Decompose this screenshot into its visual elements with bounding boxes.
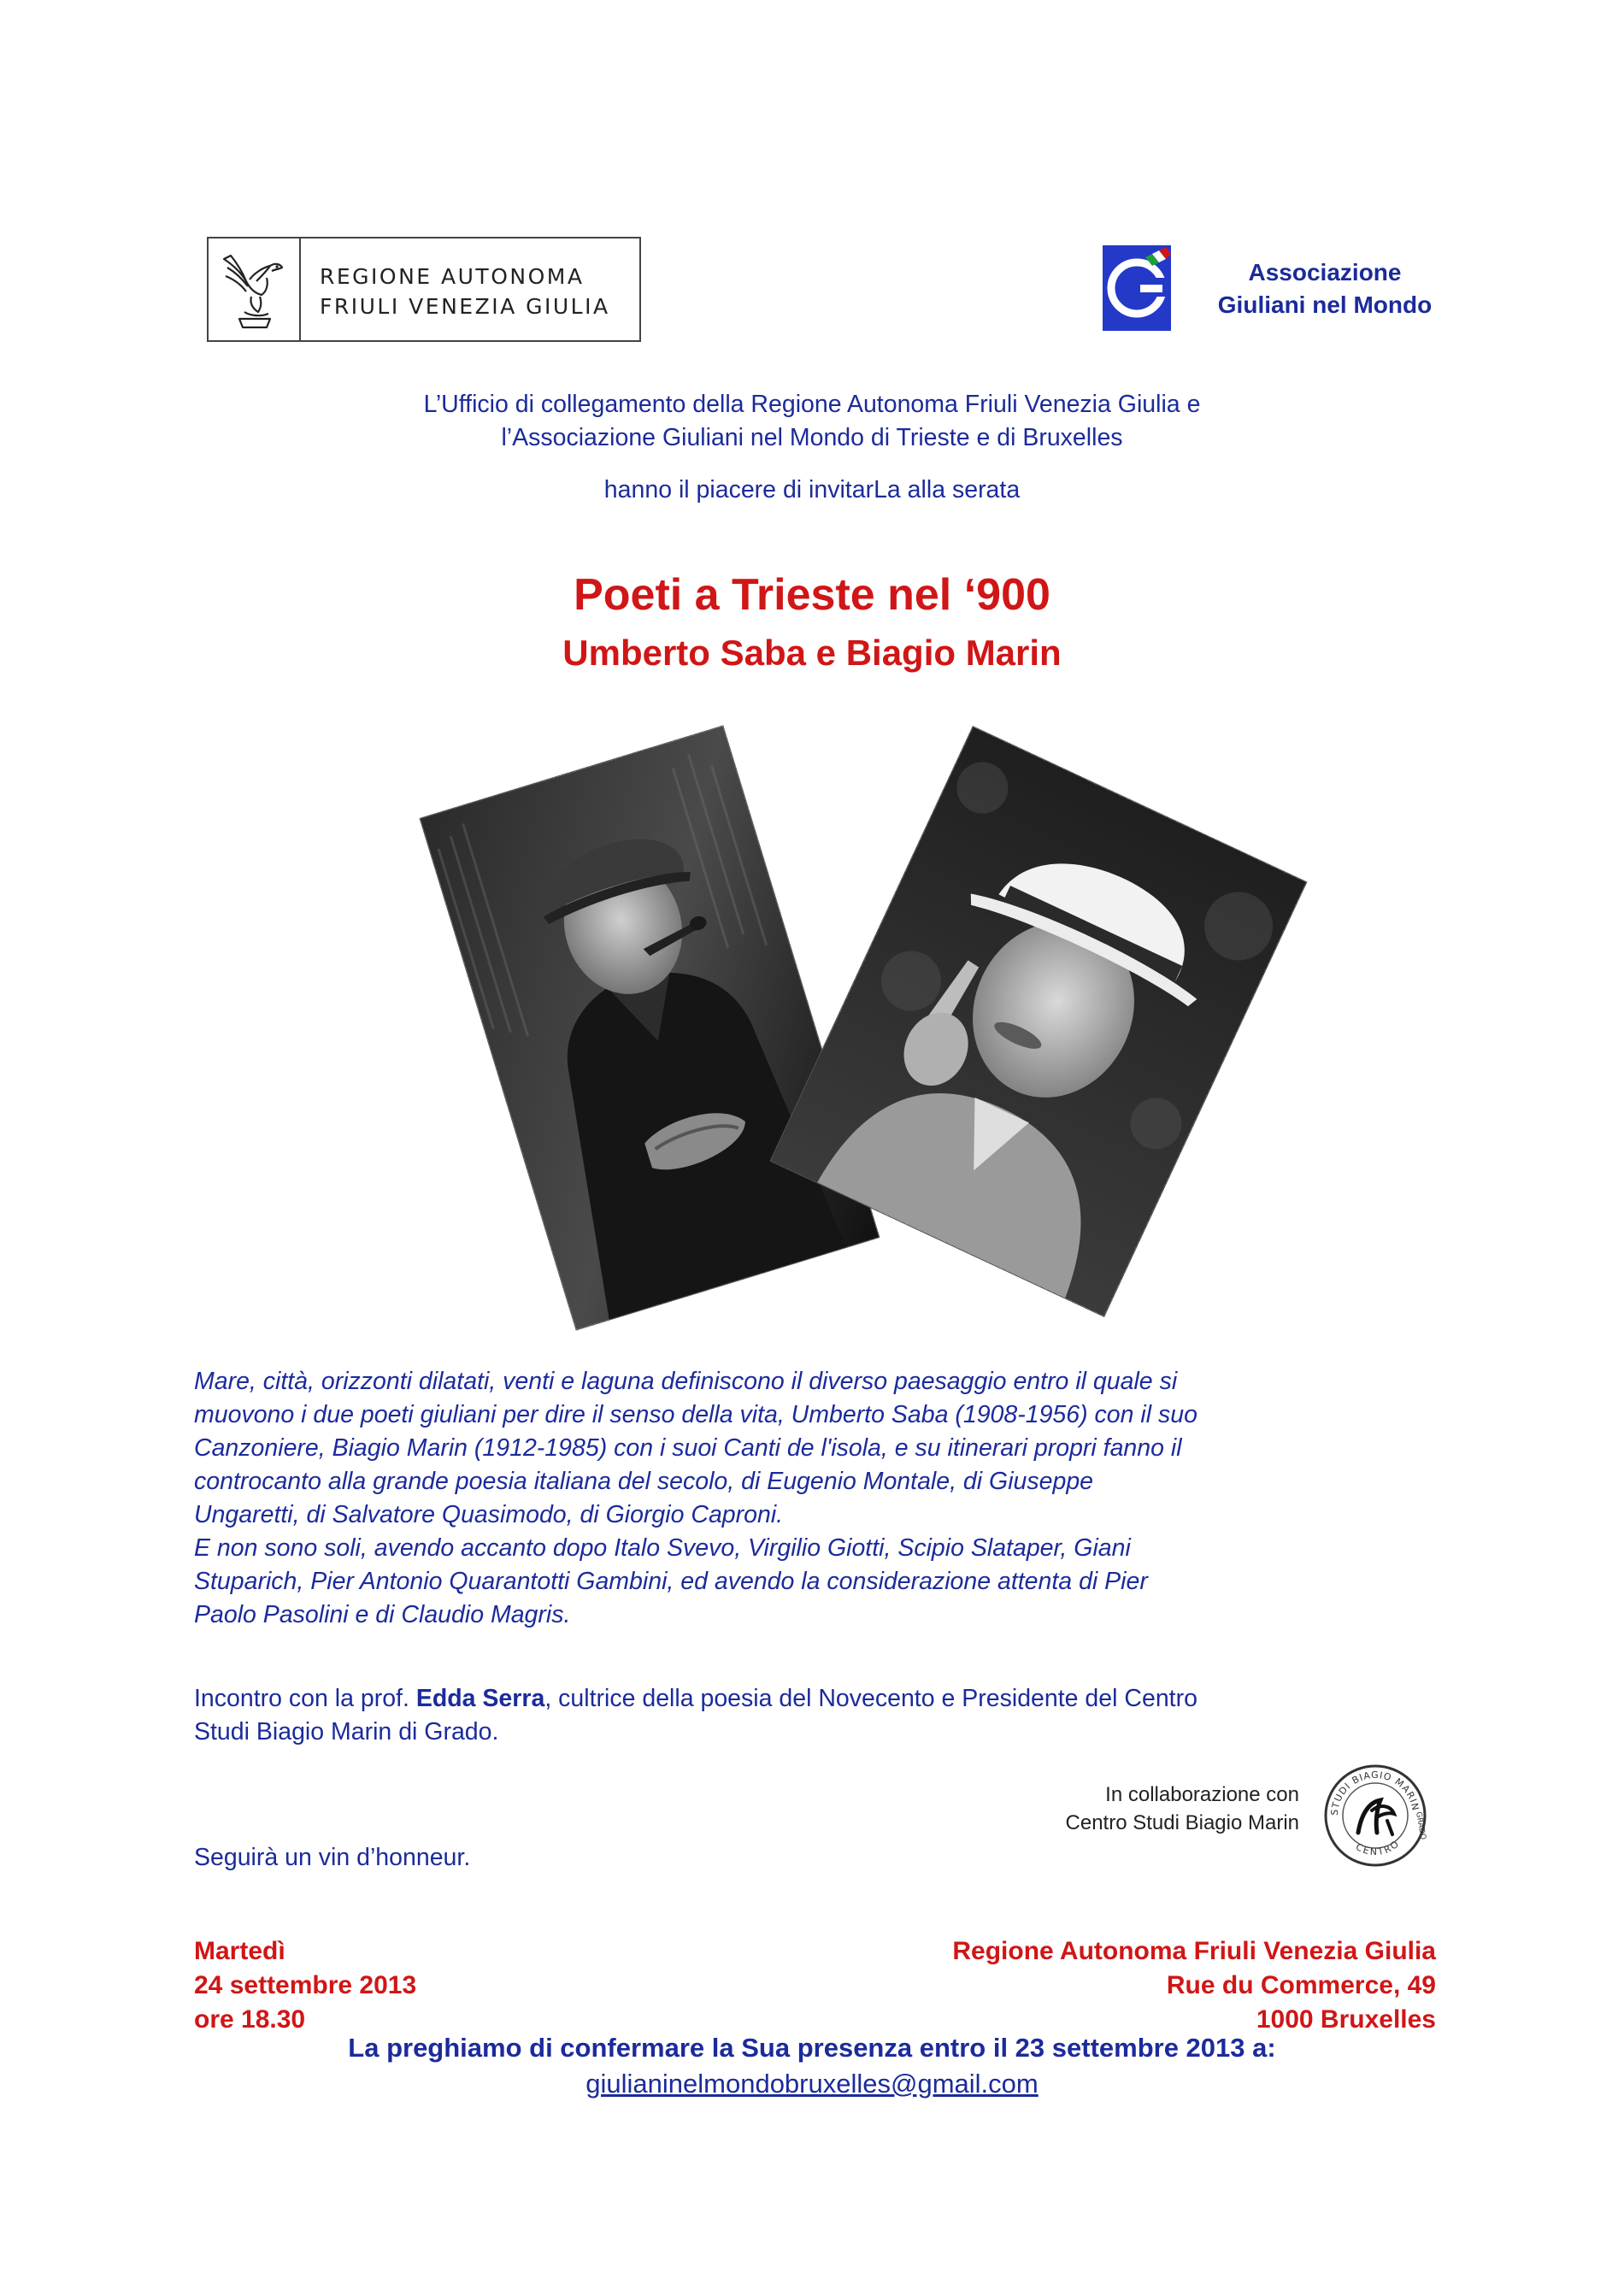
venue-city: 1000 Bruxelles <box>1256 2005 1436 2034</box>
venue-street: Rue du Commerce, 49 <box>1166 1971 1436 1999</box>
description-paragraph <box>194 1365 1431 1632</box>
event-day: Martedì <box>194 1937 285 1965</box>
collaboration-line-1: In collaborazione con <box>1105 1783 1299 1806</box>
association-logo <box>1103 245 1171 331</box>
intro-line-2: l’Associazione Giuliani nel Mondo di Trieste e di Bruxelles <box>501 424 1123 451</box>
centro-studi-seal <box>1321 1761 1430 1870</box>
intro-line-1: L’Ufficio di collegamento della Regione Autonoma Friuli Venezia Giulia e <box>423 391 1201 418</box>
description-line: Ungaretti, di Salvatore Quasimodo, di Giorgio Caproni. <box>194 1501 784 1528</box>
region-name-line2: FRIULI VENEZIA GIULIA <box>320 294 610 319</box>
meeting-prefix: Incontro con la prof. <box>194 1685 416 1712</box>
venue-name: Regione Autonoma Friuli Venezia Giulia <box>952 1937 1436 1965</box>
eagle-emblem <box>209 238 301 340</box>
seal-text-bottom: CENTRO <box>1353 1837 1403 1858</box>
description-line: E non sono soli, avendo accanto dopo Italo Svevo, Virgilio Giotti, Scipio Slataper, Giani <box>194 1534 1131 1562</box>
event-venue <box>769 1934 1436 2037</box>
description-line: muovono i due poeti giuliani per dire il senso della vita, Umberto Saba (1908-1956) con il suo <box>194 1401 1197 1428</box>
collaboration-line-2: Centro Studi Biagio Marin <box>1065 1811 1299 1834</box>
event-date: 24 settembre 2013 <box>194 1971 417 1999</box>
description-line: Paolo Pasolini e di Claudio Magris. <box>194 1601 571 1628</box>
collaboration-note <box>957 1781 1299 1837</box>
region-name-line1: REGIONE AUTONOMA <box>320 264 585 289</box>
association-logo-icon <box>1103 245 1171 331</box>
meeting-line-1 <box>194 1682 1431 1716</box>
association-name <box>1188 256 1462 321</box>
rsvp-email-link[interactable]: giulianinelmondobruxelles@gmail.com <box>585 2069 1039 2099</box>
description-line: Stuparich, Pier Antonio Quarantotti Gambini, ed avendo la considerazione attenta di Pier <box>194 1568 1148 1595</box>
photo-umberto-saba <box>421 727 880 1330</box>
association-name-line2: Giuliani nel Mondo <box>1217 291 1433 318</box>
centro-studi-seal-icon <box>1321 1761 1430 1870</box>
description-line: Canzoniere, Biagio Marin (1912-1985) con i suoi Canti de l'isola, e su itinerari propri fanno il <box>194 1434 1182 1462</box>
meeting-line-2: Studi Biagio Marin di Grado. <box>194 1718 499 1746</box>
description-line: controcanto alla grande poesia italiana del secolo, di Eugenio Montale, di Giuseppe <box>194 1468 1094 1495</box>
eagle-icon <box>219 247 289 333</box>
event-title: Poeti a Trieste nel ‘900 <box>574 570 1050 620</box>
speaker-name: Edda Serra <box>415 1685 545 1712</box>
description-line: Mare, città, orizzonti dilatati, venti e laguna definiscono il diverso paesaggio entro il quale si <box>194 1368 1178 1395</box>
vin-honneur-note: Seguirà un vin d’honneur. <box>194 1844 471 1871</box>
event-time: ore 18.30 <box>194 2005 306 2034</box>
rsvp-text: La preghiamo di confermare la Sua presenza entro il 23 settembre 2013 a: <box>348 2033 1276 2063</box>
region-logo <box>207 237 641 342</box>
event-subtitle: Umberto Saba e Biagio Marin <box>562 633 1062 673</box>
seal-text-right: GRADO <box>1414 1810 1427 1841</box>
meeting-paragraph <box>194 1682 1431 1749</box>
intro-line-3: hanno il piacere di invitarLa alla serata <box>603 476 1021 503</box>
meeting-suffix: , cultrice della poesia del Novecento e Presidente del Centro <box>544 1685 1197 1712</box>
event-datetime <box>194 1934 416 2037</box>
association-name-line1: Associazione <box>1248 259 1402 286</box>
region-name <box>320 262 627 321</box>
seal-text-top: STUDI BIAGIO MARIN <box>1328 1769 1421 1816</box>
